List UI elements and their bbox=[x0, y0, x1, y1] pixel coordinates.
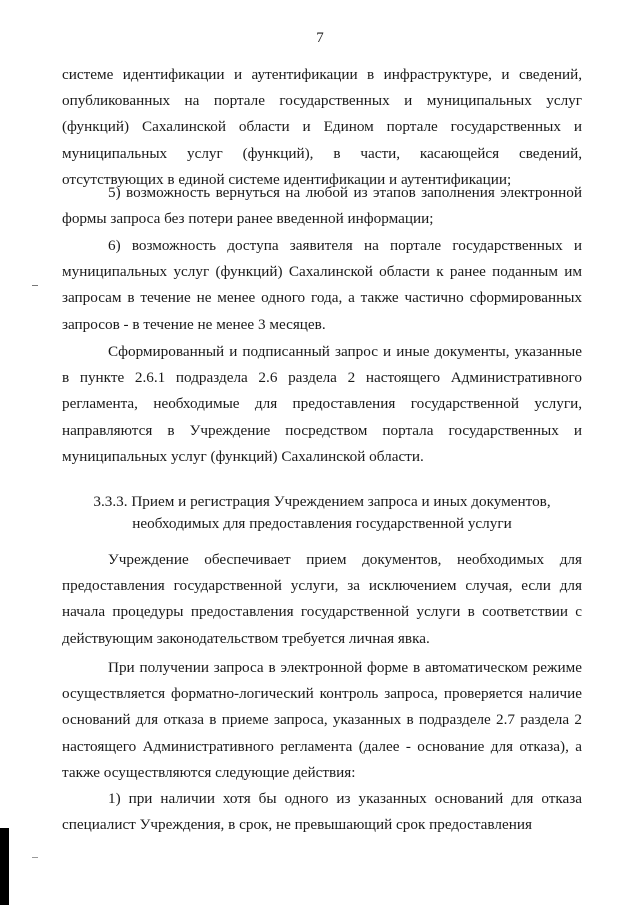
scan-edge-bar bbox=[0, 828, 9, 905]
section-heading bbox=[62, 491, 582, 535]
heading-line-1: 3.3.3. Прием и регистрация Учреждением запроса и иных документов, bbox=[93, 493, 551, 510]
paragraph-acceptance: Учреждение обеспечивает прием документов, необходимых для предоставления государственной услуги, за исключением случая, если для начала процедуры предоставления государственной услуги в соответствии с действующим законодательством требуется личная явка. bbox=[62, 551, 582, 647]
heading-line-2: необходимых для предоставления государственной услуги bbox=[132, 515, 512, 532]
margin-mark bbox=[32, 857, 38, 858]
paragraph-processing: При получении запроса в электронной форме в автоматическом режиме осуществляется форматно-логический контроль запроса, проверяется наличие оснований для отказа в приеме запроса, указанных в подразделе 2.7 раздела 2 настоящего Административного регламента (далее - основание для отказа), а также осуществляются следующие действия: bbox=[62, 659, 582, 781]
paragraph-item-1: 1) при наличии хотя бы одного из указанных оснований для отказа специалист Учреждения, в срок, не превышающий срок предоставления bbox=[62, 790, 582, 834]
paragraph-continuation: системе идентификации и аутентификации в инфраструктуре, и сведений, опубликованных на портале государственных и муниципальных услуг (функций) Сахалинской области и Едином портале государственных и муниципальных услуг (функций), в части, касающейся сведений, отсутствующих в единой системе идентификации и аутентификации; bbox=[62, 66, 582, 188]
paragraph-submission: Сформированный и подписанный запрос и иные документы, указанные в пункте 2.6.1 подраздела 2.6 раздела 2 настоящего Административного регламента, необходимые для предоставления государственной услуги, направляются в Учреждение посредством портала государственных и муниципальных услуг (функций) Сахалинской области. bbox=[62, 343, 582, 465]
margin-mark bbox=[32, 285, 38, 286]
paragraph-item-6: 6) возможность доступа заявителя на портале государственных и муниципальных услуг (функций) Сахалинской области к ранее поданным им запросам в течение не менее одного года, а также частично сформированных запросов - в течение не менее 3 месяцев. bbox=[62, 237, 582, 333]
paragraph-item-5: 5) возможность вернуться на любой из этапов заполнения электронной формы запроса без потери ранее введенной информации; bbox=[62, 184, 582, 228]
page-number: 7 bbox=[316, 30, 324, 46]
